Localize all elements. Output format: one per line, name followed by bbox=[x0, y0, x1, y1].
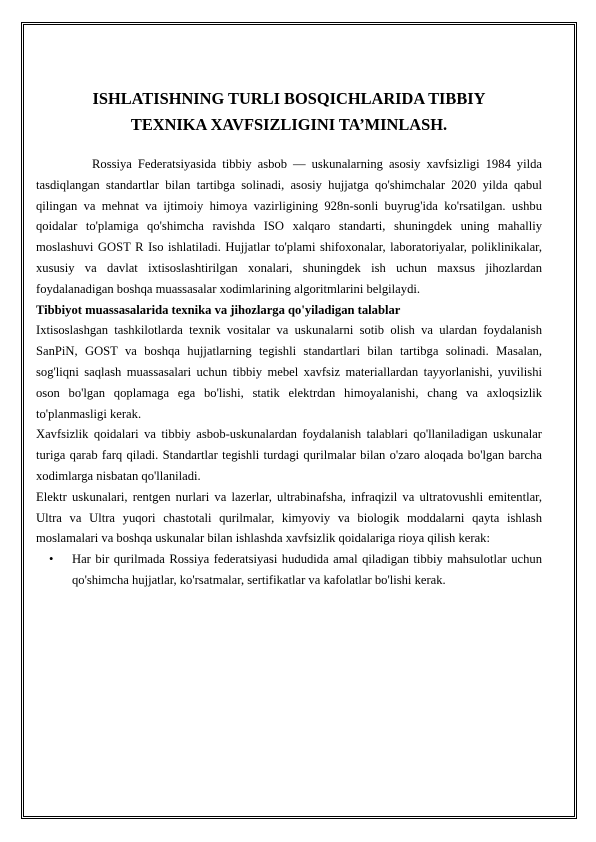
document-body bbox=[36, 86, 542, 591]
paragraph-requirements: Ixtisoslashgan tashkilotlarda texnik vositalar va uskunalarni sotib olish va ulardan foydalanish SanPiN, GOST va boshqa hujjatlarning tegishli standartlari bilan tartibga solinadi. Masalan, sog'liqni saqlash muassasalari uchun tibbiy mebel xavfsiz materiallardan tayyorlanishi, yuvilishi oson bo'lgan qoplamaga ega bo'lishi, statik elektrdan himoyalanishi, chang va axloqsizlik to'planmasligi kerak. bbox=[36, 323, 542, 421]
paragraph-safety-rules: Xavfsizlik qoidalari va tibbiy asbob-uskunalardan foydalanish talablari qo'llaniladigan uskunalar turiga qarab farq qiladi. Standartlar tegishli turdagi qurilmalar bilan o'zaro aloqada bo'lgan barcha xodimlarga nisbatan qo'llaniladi. bbox=[36, 427, 542, 483]
paragraph-equipment-list: Elektr uskunalari, rentgen nurlari va lazerlar, ultrabinafsha, infraqizil va ultratovushli emitentlar, Ultra va Ultra yuqori chastotali qurilmalar, kimyoviy va biologik moddalarni qayta ishlash moslamalari va boshqa uskunalar bilan ishlashda xavfsizlik qoidalariga rioya qilish kerak: bbox=[36, 489, 542, 546]
section-heading: Tibbiyot muassasalarida texnika va jihozlarga qo'yiladigan talablar bbox=[36, 302, 401, 317]
paragraph-intro: Rossiya Federatsiyasida tibbiy asbob — uskunalarning asosiy xavfsizligi 1984 yilda tasdiqlangan standartlar bilan tartibga solinadi, asosiy hujjatga qo'shimchalar 2020 yilda qabul qilingan va mehnat va ijtimoiy himoya vazirligining 928n-sonli buyrug'ida ko'rsatilgan. ushbu qoidalar to'plamiga qo'shimcha ravishda ISO xalqaro standarti, shuningdek uning mahalliy moslashuvi GOST R Iso ishlatiladi. Hujjatlar to'plami shifoxonalar, laboratoriyalar, poliklinikalar, xususiy va davlat ixtisoslashtirilgan xonalari, shuningdek ish uchun maxsus jihozlardan foydalanadigan boshqa muassasalar xodimlarining algoritmlarini belgilaydi. bbox=[36, 157, 542, 296]
list-item bbox=[36, 549, 542, 591]
document-title: ISHLATISHNING TURLI BOSQICHLARIDA TIBBIY TEXNIKA XAVFSIZLIGINI TA’MINLASH. bbox=[92, 89, 486, 134]
bullet-icon: • bbox=[49, 552, 54, 567]
bullet-list bbox=[36, 549, 542, 591]
list-item-text: Har bir qurilmada Rossiya federatsiyasi hududida amal qiladigan tibbiy mahsulotlar uchun qo'shimcha hujjatlar, ko'rsatmalar, sertifikatlar va kafolatlar bo'lishi kerak. bbox=[72, 552, 542, 587]
